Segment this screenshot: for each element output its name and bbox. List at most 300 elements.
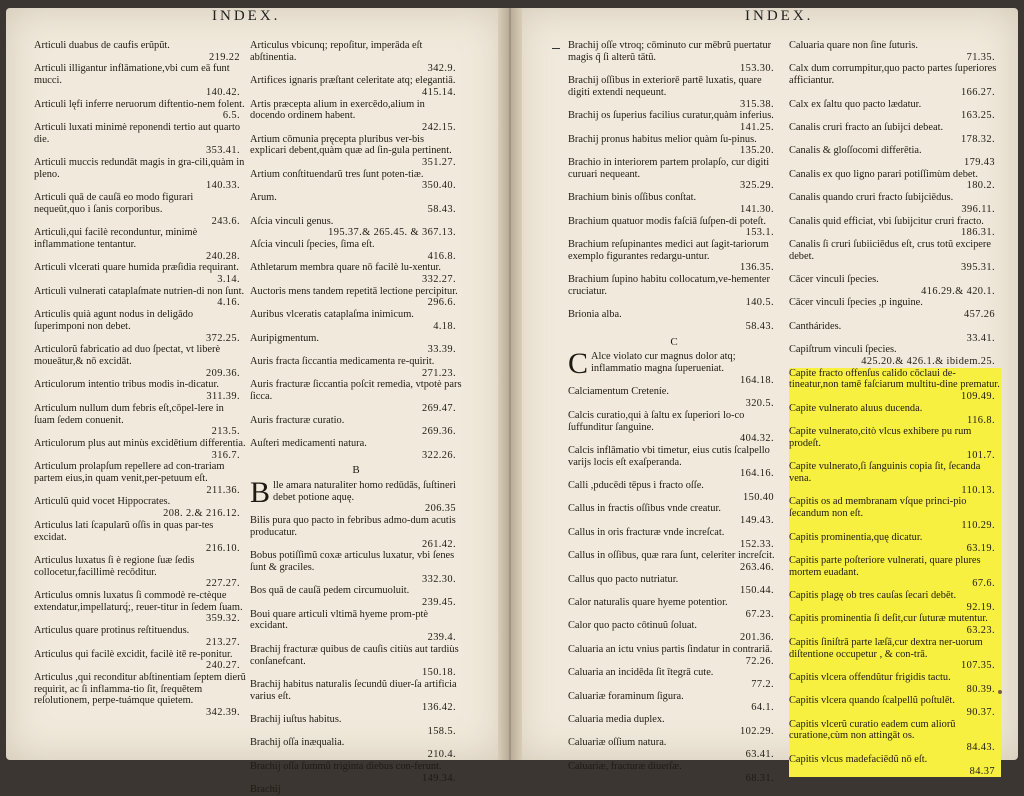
entry-reference: 63.23. (789, 625, 1001, 637)
entry-text: Artium cōmunia pręcepta pluribus ver-bis explicari debent,quàm quæ ad ſin-gula pertinent. (250, 133, 452, 157)
highlighted-index-entry (789, 426, 1001, 461)
entry-text: Calcis curatio,qui à ſaltu ex ſuperiori lo-co ſuffunditur ſanguine. (568, 409, 745, 433)
index-entry (789, 192, 1001, 215)
index-entry (568, 644, 780, 667)
entry-text: Articulus lati ſcapularũ oſſis in quas par-tes excidat. (34, 519, 214, 543)
entry-text: Capite fracto offenſus calido cōclaui de-tineatur,non tamē faſciarum multitu-dine prematur. (789, 367, 1000, 391)
entry-reference: 315.38. (740, 98, 774, 110)
highlighted-index-entry (789, 719, 1001, 754)
entry-reference: 141.30. (740, 203, 774, 215)
index-entry (250, 476, 462, 515)
entry-text: Calcis inflāmatio vbi timetur, eius cutis ſcalpello varijs locis eſt exaſperanda. (568, 444, 770, 468)
index-entry (34, 99, 246, 122)
entry-reference: 67.23. (745, 608, 774, 620)
entry-text: Articuli duabus de caufis erũpũt. (34, 40, 170, 51)
index-entry (789, 99, 1001, 122)
entry-reference: 320.5. (745, 398, 774, 410)
entry-text: Articulis quià agunt nodus in deligādo ſuperimponi non debet. (34, 309, 194, 332)
index-entry (789, 169, 1001, 192)
entry-reference: 206.35 (425, 503, 456, 515)
entry-reference: 140.33. (206, 180, 240, 192)
entry-text: Aſcia vinculi genus. (250, 215, 334, 227)
highlighted-index-entry (789, 532, 1001, 555)
index-entry (250, 714, 462, 737)
entry-text: Articuli luxati minimè reponendi tertio aut quarto die. (34, 121, 241, 145)
index-entry (34, 192, 246, 227)
index-entry (250, 239, 462, 262)
entry-reference: 201.36. (740, 632, 774, 644)
entry-text: Brachio in interiorem partem prolapſo, cur digiti curuari nequeant. (568, 157, 770, 180)
index-entry (250, 286, 462, 309)
entry-reference: 90.37. (789, 707, 1001, 719)
index-entry (789, 216, 1001, 239)
entry-text: lle amara naturaliter homo redūdās, ſuſtineri debet potione aquę. (273, 480, 456, 503)
index-entry (568, 110, 780, 133)
index-entry (34, 625, 246, 648)
entry-text: Brachium ſupino habitu collocatum,ve-hementer cruciatur. (568, 274, 770, 297)
index-entry (250, 216, 462, 239)
entry-text: Articulus vbicunq; repoſitur, imperāda eſt abſtinentia. (250, 40, 423, 63)
entry-text: Capite vulnerato aluus ducenda. (789, 402, 923, 414)
entry-reference: 209.36. (206, 367, 240, 379)
index-entry (568, 40, 780, 75)
index-entry (250, 761, 462, 784)
index-entry (250, 356, 462, 379)
entry-text: Capitis ſiniſtrā parte læſā,cur dextra ner-uorum diſtentione occupetur , & con-trā. (789, 636, 983, 660)
entry-text: Articulorum intentio tribus modis in-dicatur. (34, 379, 219, 391)
entry-reference: 342.39. (206, 707, 240, 719)
entry-reference: 457.26 (964, 309, 995, 321)
entry-text: Capitis vlcera quando ſcalpellũ poſtulēt. (789, 695, 955, 707)
index-entry (34, 227, 246, 262)
entry-text: Brachium quatuor modis faſciā ſuſpen-di poteſt. (568, 215, 766, 227)
entry-text: Brachij iuſtus habitus. (250, 714, 342, 726)
entry-reference: 84.37 (789, 766, 1001, 778)
entry-reference: 110.13. (789, 485, 1001, 497)
index-column-4 (789, 40, 1001, 777)
index-entry (789, 274, 1001, 297)
index-entry (34, 63, 246, 98)
entry-text: Canthárides. (789, 320, 842, 332)
index-entry (789, 321, 1001, 344)
index-entry (250, 737, 462, 760)
entry-reference: 3.14. (217, 274, 240, 286)
entry-reference: 332.30. (422, 573, 456, 585)
entry-text: Brionia alba. (568, 309, 622, 321)
index-entry (34, 157, 246, 192)
index-entry (250, 550, 462, 585)
entry-text: Brachij os ſuperius facilius curatur,quàm inferius. (568, 110, 774, 122)
entry-text: Articuli vlcerati quare humida præſidia requirant. (34, 262, 239, 274)
index-entry (34, 262, 246, 285)
entry-reference: 263.46. (740, 561, 774, 573)
entry-text: Capitis vlcus madefaciēdũ nō eſt. (789, 753, 928, 765)
entry-reference: 353.41. (206, 145, 240, 157)
entry-text: Athletarum membra quare nō facilè lu-xentur. (250, 262, 441, 274)
highlighted-index-entry (789, 695, 1001, 718)
entry-text: Capitis prominentia ſi deſit,cur ſuturæ mutentur. (789, 613, 988, 625)
entry-text: Capitis parte poſteriore vulnerati, quare plures mortem euadant. (789, 554, 981, 578)
entry-reference: 149.43. (740, 515, 774, 527)
entry-text: Canalis ſi cruri ſubiiciēdus eſt, crus totũ excipere debet. (789, 238, 991, 262)
index-entry (568, 691, 780, 714)
index-entry (789, 145, 1001, 168)
index-entry (250, 40, 462, 75)
entry-text: Boui quare articuli vltimā hyeme prom-ptè excidant. (250, 608, 429, 632)
entry-text: Capitis vlcera offendũtur frigidis tactu. (789, 671, 951, 683)
entry-reference: 311.39. (206, 391, 240, 403)
entry-reference: 153.30. (740, 63, 774, 75)
entry-reference: 269.36. (422, 426, 456, 438)
highlighted-index-entry (789, 368, 1001, 403)
section-letter: B (352, 464, 360, 477)
index-entry (568, 239, 780, 274)
entry-reference: 342.9. (427, 63, 456, 75)
index-entry (568, 737, 780, 760)
entry-reference: 6.5. (222, 110, 240, 122)
entry-reference: 195.37.& 265.45. & 367.13. (328, 227, 456, 239)
entry-text: Canalis quando cruri fracto ſubijciēdus. (789, 192, 954, 204)
entry-text: Calciamentum Creteníe. (568, 386, 669, 398)
index-entry (34, 286, 246, 309)
index-entry (250, 644, 462, 679)
index-entry (250, 99, 462, 134)
entry-reference: 359.32. (206, 613, 240, 625)
entry-reference: 216.10. (206, 543, 240, 555)
entry-text: Bobus potiſſimũ coxæ articulus luxatur, vbi ſenes ſunt & graciles. (250, 550, 455, 573)
entry-reference: 136.42. (422, 702, 456, 714)
entry-text: Auris fracturæ ſiccantia poſcit remedia, vtpotè pars ſicca. (250, 379, 462, 403)
entry-text: Artis præcepta alium in exercēdo,alium in docendo ordinem habent. (250, 98, 425, 122)
index-entry (568, 503, 780, 526)
entry-text: Callus quo pacto nutriatur. (568, 573, 679, 585)
entry-reference: 107.35. (789, 660, 1001, 672)
entry-text: Caluaria an ictu vnius partis ſindatur in contrariā. (568, 643, 773, 655)
entry-reference: 350.40. (422, 180, 456, 192)
index-entry (34, 590, 246, 625)
index-entry (568, 597, 780, 620)
entry-reference: 140.42. (206, 86, 240, 98)
entry-reference: 210.4. (427, 749, 456, 761)
entry-text: Articuli illigantur inflāmatione,vbi cum eā funt mucci. (34, 63, 230, 87)
entry-reference: 71.35. (966, 51, 995, 63)
entry-reference: 64.1. (751, 702, 774, 714)
highlighted-index-entry (789, 555, 1001, 590)
entry-reference: 140.5. (745, 297, 774, 309)
entry-reference: 332.27. (422, 274, 456, 286)
entry-text: Articulus ,qui reconditur abſtinentiam ſeptem dierũ requirit, ac ſi inflamma-tio ſit, ſrequētem reſolutionem, perpe-tuámque quietem. (34, 671, 246, 707)
entry-text: Articulus quare protinus reſtituendus. (34, 625, 190, 637)
entry-reference: 219.22 (209, 51, 240, 63)
highlighted-index-entry (789, 613, 1001, 636)
index-entry (568, 667, 780, 690)
entry-reference: 110.29. (789, 520, 1001, 532)
entry-reference: 150.40 (743, 491, 774, 503)
entry-reference: 239.45. (422, 597, 456, 609)
index-entry (250, 333, 462, 356)
index-entry (250, 784, 462, 796)
entry-text: Articulus qui facilè excidit, facilè itē re-ponitur. (34, 648, 233, 660)
entry-text: Articulum prolapſum repellere ad con-trariam partem eius,in quam venit,per-petuum eſt. (34, 461, 225, 485)
index-entry (34, 309, 246, 344)
entry-text: Articulorum plus aut minùs excidētium differentia. (34, 437, 246, 449)
highlighted-index-entry (789, 403, 1001, 426)
index-entry (34, 672, 246, 719)
entry-reference: 164.16. (740, 468, 774, 480)
entry-text: Articulũ quid vocet Hippocrates. (34, 496, 171, 508)
entry-text: Alce violato cur magnus dolor atq; inflammatio magna ſuperueniat. (591, 351, 736, 374)
entry-reference: 84.43. (789, 742, 1001, 754)
drop-cap: C (568, 347, 589, 381)
ink-spot (998, 690, 1002, 694)
entry-text: Bos quā de cauſā pedem circumuoluit. (250, 585, 410, 597)
entry-reference: 269.47. (422, 402, 456, 414)
index-column-3 (568, 40, 780, 784)
index-entry (250, 679, 462, 714)
entry-text: Brachij oſſe vtroq; cōminuto cur mēbrũ puertatur magis q̃ ſi alterũ tātũ. (568, 40, 772, 63)
index-entry (250, 309, 462, 332)
entry-text: Articuli muccis redundāt magis in gra-cili,quàm in pleno. (34, 157, 245, 180)
entry-text: Capitis plagę ob tres cauſas ſecari debēt. (789, 590, 957, 602)
entry-text: Caluaria an incidēda ſit ītegrā cute. (568, 667, 714, 679)
highlighted-index-entry (789, 754, 1001, 777)
entry-reference: 67.6. (789, 578, 1001, 590)
entry-text: Caluariæ oſſium natura. (568, 737, 667, 749)
entry-reference: 141.25. (740, 121, 774, 133)
entry-reference: 425.20.& 426.1.& ibidem.25. (861, 355, 995, 367)
index-column-1 (34, 40, 246, 719)
entry-reference: 415.14. (422, 86, 456, 98)
entry-reference: 4.18. (433, 320, 456, 332)
entry-text: Caluariæ, fracturæ diuerſæ. (568, 760, 682, 772)
entry-text: Callus in oſſibus, quæ rara ſunt, celeriter increſcit. (568, 550, 775, 562)
index-entry (789, 122, 1001, 145)
entry-reference: 58.43. (427, 203, 456, 215)
entry-reference: 77.2. (751, 678, 774, 690)
entry-text: Auſteri medicamenti natura. (250, 437, 367, 449)
entry-reference: 240.27. (206, 660, 240, 672)
index-entry (34, 461, 246, 496)
entry-reference: 150.44. (740, 585, 774, 597)
entry-reference: 351.27. (422, 157, 456, 169)
entry-text: Artifices ignaris præſtant celeritate atq; elegantiā. (250, 75, 456, 87)
entry-text: Articuli vulnerati cataplaſmate nutrien-di non ſunt. (34, 285, 245, 297)
index-entry (250, 192, 462, 215)
margin-dash (552, 48, 560, 49)
entry-reference: 101.7. (789, 450, 1001, 462)
entry-reference: 240.28. (206, 250, 240, 262)
entry-reference: 68.31. (745, 772, 774, 784)
entry-text: Canalis quid efficiat, vbi ſubijcitur cruri fracto. (789, 215, 984, 227)
index-entry (568, 216, 780, 239)
entry-reference: 72.26. (745, 655, 774, 667)
entry-text: Articulorũ fabricatio ad duo ſpectat, vt liberè moueātur,& nō excidāt. (34, 344, 221, 367)
index-entry (250, 415, 462, 438)
index-entry (568, 309, 780, 332)
index-entry (34, 649, 246, 672)
entry-reference: 150.18. (422, 667, 456, 679)
entry-reference: 227.27. (206, 578, 240, 590)
index-entry (34, 555, 246, 590)
entry-reference: 149.34. (422, 772, 456, 784)
index-entry (34, 403, 246, 438)
index-entry (789, 63, 1001, 98)
index-entry (789, 239, 1001, 274)
index-entry (568, 347, 780, 386)
highlighted-index-entry (789, 637, 1001, 672)
entry-text: Auris fracturæ curatio. (250, 414, 345, 426)
entry-text: Brachium binis oſſibus conſtat. (568, 192, 697, 204)
entry-text: Arum. (250, 192, 277, 204)
highlighted-index-entry (789, 461, 1001, 496)
drop-cap: B (250, 476, 271, 510)
index-entry (568, 274, 780, 309)
entry-reference: 395.31. (961, 262, 995, 274)
entry-text: Capitis os ad membranam vſque princi-pio ſecandum non eſt. (789, 496, 967, 520)
index-entry (568, 761, 780, 784)
entry-reference: 135.20. (740, 145, 774, 157)
entry-reference: 372.25. (206, 332, 240, 344)
entry-reference: 136.35. (740, 262, 774, 274)
index-entry (34, 344, 246, 379)
index-entry (34, 40, 246, 63)
entry-text: Callus in oris fracturæ vnde increſcat. (568, 526, 725, 538)
entry-text: Auris fracta ſiccantia medicamenta re-quirit. (250, 355, 435, 367)
entry-text: Callus in fractis oſſibus vnde creatur. (568, 503, 721, 515)
entry-text: Brachij habitus naturalis ſecundũ diuer-ſa artificia varius eſt. (250, 678, 457, 702)
entry-text: Canalis & gloſſocomi differētia. (789, 145, 922, 157)
index-entry (250, 585, 462, 608)
index-entry (250, 134, 462, 169)
index-entry (34, 438, 246, 461)
entry-text: Artium conſtituendarũ tres ſunt poten-tiæ. (250, 168, 424, 180)
entry-reference: 166.27. (961, 86, 995, 98)
highlighted-index-entry (789, 590, 1001, 613)
entry-text: Capite vulnerato,citò vlcus exhibere pu rum prodeſt. (789, 426, 972, 449)
left-page-header: INDEX. (212, 8, 281, 24)
entry-text: Articuli quā de cauſā eo modo figurari nequeũt,quo ì ſanis corporibus. (34, 192, 194, 215)
entry-reference: 271.23. (422, 367, 456, 379)
entry-reference: 213.27. (206, 636, 240, 648)
entry-text: Cācer vinculi ſpecies ,p inguine. (789, 297, 923, 309)
index-entry (568, 386, 780, 409)
index-entry (568, 445, 780, 480)
entry-text: Articulum nullum dum febris eſt,cōpel-lere in ſuam ſedem conuenit. (34, 402, 224, 426)
entry-text: Auribus vlceratis cataplaſma inimicum. (250, 309, 414, 321)
entry-text: Brachium reſupinantes medici aut ſagit-tariorum exemplo figurantes redargu-untur. (568, 238, 769, 262)
entry-text: Calx dum corrumpitur,quo pacto partes ſuperiores afficiantur. (789, 63, 997, 87)
entry-text: Calli ,pducēdi tēpus ì fracto oſſe. (568, 480, 704, 492)
index-entry (250, 438, 462, 461)
index-entry (568, 134, 780, 157)
entry-reference: 163.25. (961, 110, 995, 122)
entry-reference: 116.8. (789, 415, 1001, 427)
entry-text: Caluariæ foraminum ſigura. (568, 690, 684, 702)
highlighted-index-entry (789, 672, 1001, 695)
entry-reference: 152.33. (740, 538, 774, 550)
entry-text: Aſcia vinculi ſpecies, ſima eſt. (250, 238, 375, 250)
entry-reference: 208. 2.& 216.12. (163, 508, 240, 520)
entry-text: Articuli lęfi inferre neruorum diftentio-nem folent. (34, 98, 245, 110)
entry-reference: 63.19. (789, 543, 1001, 555)
index-entry (250, 75, 462, 98)
index-entry (34, 496, 246, 519)
entry-text: Brachij oſſa inæqualia. (250, 737, 345, 749)
entry-text: Articuli,qui facilè reconduntur, minimè inflammatione tentantur. (34, 227, 198, 250)
entry-reference: 242.15. (422, 121, 456, 133)
entry-text: Bilis pura quo pacto in febribus admo-dum acutis producatur. (250, 515, 456, 538)
entry-reference: 178.32. (961, 133, 995, 145)
entry-reference: 109.49. (789, 391, 1001, 403)
entry-text: Canalis cruri fracto an ſubijci debeat. (789, 121, 944, 133)
entry-reference: 4.16. (217, 297, 240, 309)
entry-text: Calor naturalis quare hyeme potentior. (568, 597, 728, 609)
index-entry (250, 262, 462, 285)
entry-text: Calor quo pacto cōtinuũ ſoluat. (568, 620, 697, 632)
entry-text: Auripigmentum. (250, 332, 319, 344)
entry-reference: 322.26. (422, 449, 456, 461)
index-entry (568, 480, 780, 503)
entry-reference: 92.19. (789, 602, 1001, 614)
index-entry (568, 527, 780, 550)
index-entry (568, 192, 780, 215)
entry-reference: 316.7. (211, 449, 240, 461)
entry-reference: 261.42. (422, 538, 456, 550)
entry-text: Capitis vlcerũ curatio eadem cum aliorũ curatione,cùm non attingāt os. (789, 718, 956, 742)
entry-reference: 325.29. (740, 180, 774, 192)
entry-text: Capitis prominentia,quę dicatur. (789, 531, 923, 543)
entry-reference: 186.31. (961, 227, 995, 239)
index-entry (568, 574, 780, 597)
entry-text: Articulus luxatus ſi è regione ſuæ ſedis collocetur,facillimè recōditur. (34, 554, 195, 578)
index-entry (34, 122, 246, 157)
entry-reference: 164.18. (740, 374, 774, 386)
entry-text: Capite vulnerato,ſi ſanguinis copia ſit, ſecanda vena. (789, 461, 981, 485)
entry-reference: 102.29. (740, 725, 774, 737)
entry-text: Caluaria quare non ſine ſuturis. (789, 40, 918, 51)
entry-reference: 33.39. (427, 344, 456, 356)
index-entry (250, 609, 462, 644)
entry-reference: 179.43 (964, 157, 995, 169)
section-letter: C (670, 335, 678, 348)
index-entry (250, 379, 462, 414)
entry-text: Canalis ex quo ligno parari potiſſimùm debet. (789, 168, 979, 180)
entry-reference: 416.8. (427, 250, 456, 262)
entry-reference: 153.1. (745, 227, 774, 239)
entry-reference: 158.5. (427, 725, 456, 737)
index-entry (568, 550, 780, 573)
entry-reference: 396.11. (961, 203, 995, 215)
entry-text: Caluaria media duplex. (568, 714, 665, 726)
highlighted-index-entry (789, 496, 1001, 531)
entry-reference: 416.29.& 420.1. (921, 285, 995, 297)
right-page-header: INDEX. (745, 8, 814, 24)
entry-text: Calx ex ſaltu quo pacto lædatur. (789, 98, 922, 110)
index-entry (568, 157, 780, 192)
entry-text: Cācer vinculi ſpecies. (789, 274, 879, 286)
entry-text: Auctoris mens tandem repetitā lectione percipitur. (250, 285, 458, 297)
entry-text: Brachij oſſa ſummũ triginta diebus con-ferunt. (250, 760, 442, 772)
entry-text: Brachij (250, 784, 281, 796)
index-entry (789, 40, 1001, 63)
index-entry (250, 515, 462, 550)
entry-reference: 239.4. (427, 632, 456, 644)
index-column-2 (250, 40, 462, 796)
entry-text: Brachij fracturæ quibus de cauſis citiùs aut tardiùs conſanefcant. (250, 643, 459, 667)
entry-reference: 296.6. (427, 297, 456, 309)
index-entry (568, 620, 780, 643)
index-entry (789, 297, 1001, 320)
